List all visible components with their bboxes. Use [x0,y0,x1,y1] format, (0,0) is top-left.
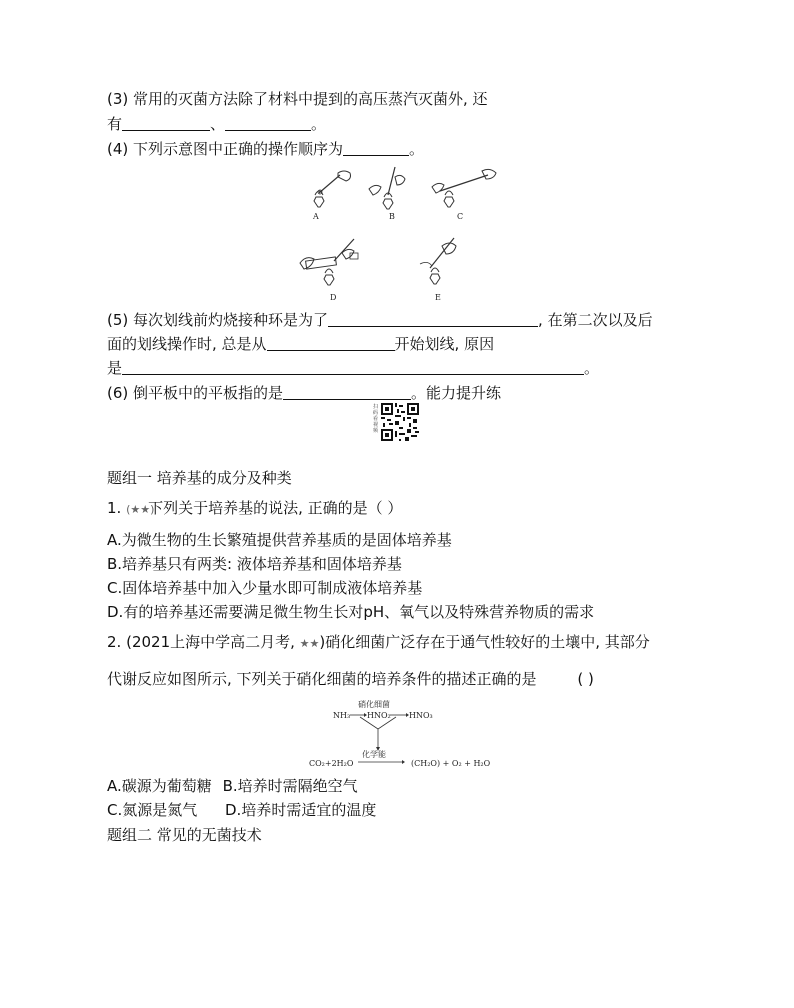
q3-answer-blank-1[interactable] [122,115,210,131]
q5-answer-blank-2[interactable] [267,335,395,351]
qr-caption: 扫码看视频 [373,404,379,434]
q3-line1: (3) 常用的灭菌方法除了材料中提到的高压蒸汽灭菌外, 还 [107,90,488,108]
group2-title: 题组二 常见的无菌技术 [107,826,262,844]
q6-text: (6) 倒平板中的平板指的是 [107,384,284,402]
q2-answer-paren[interactable]: ( ) [577,670,594,688]
q2-option-a[interactable]: A.碳源为葡萄糖 [107,777,212,795]
q6-line [107,383,501,403]
q4-line [107,139,424,159]
illustration-e [408,234,468,290]
q1-option-c[interactable]: C.固体培养基中加入少量水即可制成液体培养基 [107,579,423,597]
q2-options-row2 [107,800,376,820]
q1-stem-line [107,498,402,520]
q5-line2 [107,334,494,354]
q2-line2-text: 代谢反应如图所示, 下列关于硝化细菌的培养条件的描述正确的是 [107,670,537,688]
q6-end: 。能力提升练 [411,384,502,402]
illustration-d [298,235,368,290]
illustration-c [430,165,500,215]
q1-option-d[interactable]: D.有的培养基还需要满足微生物生长对pH、氧气以及特殊营养物质的需求 [107,603,595,621]
q2-option-c[interactable]: C.氮源是氮气 [107,801,198,819]
q2-option-b[interactable]: B.培养时需隔绝空气 [222,777,358,795]
q5-line3-end: 。 [584,359,600,377]
q1-option-b[interactable]: B.培养基只有两类: 液体培养基和固体培养基 [107,555,402,573]
q5-line3-start: 是 [107,359,123,377]
q4-end: 。 [409,140,425,158]
label-c: C [457,212,464,221]
q5-line1-mid: , 在第二次以及后 [538,311,653,329]
q3-line2-start: 有 [107,115,123,133]
q2-stem-rest: )硝化细菌广泛存在于通气性较好的土壤中, 其部分 [319,633,650,651]
q1-stem: 下列关于培养基的说法, 正确的是（ ） [148,499,403,517]
q2-source: (2021上海中学高二月考, [126,633,295,651]
q5-answer-blank-1[interactable] [328,311,538,327]
label-d: D [330,293,337,302]
q3-line2 [107,114,326,134]
diagram-energy-label: 化学能 [362,750,386,759]
q1-number: 1. [107,499,122,517]
q5-line3 [107,358,599,378]
label-e: E [435,293,441,302]
illustration-b [365,163,425,215]
illustration-a [300,165,360,215]
q3-end: 。 [311,115,327,133]
q2-line2 [107,669,594,689]
diagram-enzyme-label: 硝化细菌 [358,700,390,709]
q5-line1-start: (5) 每次划线前灼烧接种环是为了 [107,311,329,329]
q4-text: (4) 下列示意图中正确的操作顺序为 [107,140,344,158]
q5-line2-end: 开始划线, 原因 [394,335,495,353]
label-a: A [313,212,319,221]
q2-stem-line [107,632,650,654]
group1-title: 题组一 培养基的成分及种类 [107,469,292,487]
q2-option-d[interactable]: D.培养时需适宜的温度 [225,801,377,819]
diagram-nh3: NH₃ [333,711,351,720]
difficulty-star-icon-2: ★★ [299,637,320,650]
difficulty-star-icon: (★★) [126,503,155,516]
q6-answer-blank[interactable] [283,384,411,400]
label-b: B [389,212,395,221]
diagram-hno3: HNO₃ [409,711,433,720]
q3-answer-blank-2[interactable] [225,115,311,131]
diagram-products: (CH₂O) + O₂ + H₂O [411,759,491,768]
q2-number: 2. [107,633,122,651]
diagram-reactants: CO₂+2H₂O [309,759,354,768]
qr-code[interactable] [381,403,419,441]
q4-answer-blank[interactable] [343,140,409,156]
q5-answer-blank-3[interactable] [122,359,584,375]
q3-separator: 、 [210,115,226,133]
diagram-hno2: HNO₂ [367,711,391,720]
q5-line1 [107,310,653,330]
q1-option-a[interactable]: A.为微生物的生长繁殖提供营养基质的是固体培养基 [107,531,452,549]
q5-line2-start: 面的划线操作时, 总是从 [107,335,267,353]
q2-options-row1 [107,776,358,796]
diagram-arrows [330,705,450,765]
